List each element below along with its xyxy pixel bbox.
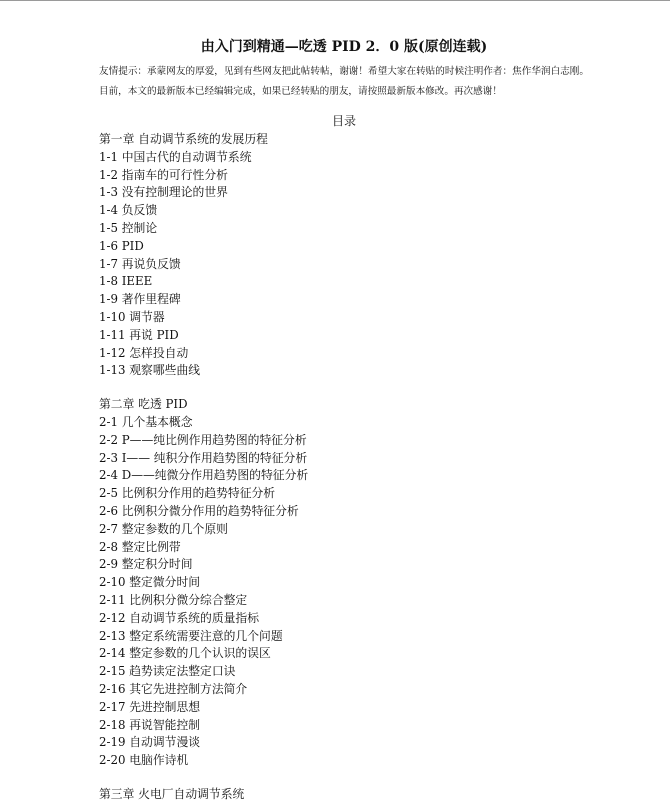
preface-paragraph: 友情提示：承蒙网友的厚爱，见到有些网友把此帖转帖，谢谢！希望大家在转贴的时候注明作者：焦作华润白志刚。目前，本文的最新版本已经编辑完成，如果已经转贴的朋友，请按照最新版本修改。再次感谢！: [99, 66, 589, 97]
toc-item: 2-3 I—— 纯积分作用趋势图的特征分析: [99, 450, 308, 465]
toc-item: 2-9 整定积分时间: [99, 557, 193, 572]
toc-item: 2-4 D——纯微分作用趋势图的特征分析: [99, 468, 309, 483]
toc-item: 2-7 整定参数的几个原则: [99, 521, 228, 536]
toc-chapter: [99, 131, 589, 380]
table-of-contents: [99, 131, 589, 804]
toc-item: 2-13 整定系统需要注意的几个问题: [99, 628, 283, 643]
toc-item: 1-5 控制论: [99, 220, 158, 235]
toc-chapter: [99, 396, 589, 770]
document-title: 由入门到精通—吃透 PID 2．0 版(原创连载): [200, 39, 488, 55]
toc-item: 1-11 再说 PID: [99, 327, 179, 342]
toc-item: 2-12 自动调节系统的质量指标: [99, 610, 260, 625]
toc-item-list: [99, 149, 589, 380]
toc-item: 1-3 没有控制理论的世界: [99, 185, 228, 200]
toc-item: 1-6 PID: [99, 238, 144, 253]
toc-item: 2-8 整定比例带: [99, 539, 181, 554]
toc-item: 2-18 再说智能控制: [99, 717, 201, 732]
toc-item: 2-20 电脑作诗机: [99, 753, 189, 768]
toc-item: 2-1 几个基本概念: [99, 414, 193, 429]
toc-item-list: [99, 414, 589, 770]
toc-item: 1-9 著作里程碑: [99, 292, 181, 307]
toc-item: 2-14 整定参数的几个认识的误区: [99, 646, 271, 661]
toc-item: 1-13 观察哪些曲线: [99, 363, 201, 378]
chapter-title: 第二章 吃透 PID: [99, 397, 188, 412]
toc-item: 1-1 中国古代的自动调节系统: [99, 149, 252, 164]
toc-heading: 目录: [331, 114, 356, 128]
toc-item: 1-10 调节器: [99, 309, 165, 324]
toc-item: 2-17 先进控制思想: [99, 699, 201, 714]
toc-chapter: [99, 786, 589, 804]
toc-item: 1-8 IEEE: [99, 274, 153, 289]
toc-item: 2-5 比例积分作用的趋势特征分析: [99, 486, 276, 501]
toc-item: 2-10 整定微分时间: [99, 575, 201, 590]
toc-item: 1-2 指南车的可行性分析: [99, 167, 228, 182]
chapter-title: 第一章 自动调节系统的发展历程: [99, 132, 268, 146]
toc-item: 2-16 其它先进控制方法简介: [99, 681, 248, 696]
toc-item: 1-12 怎样投自动: [99, 345, 189, 360]
toc-item: 2-19 自动调节漫谈: [99, 735, 201, 750]
toc-item: 2-15 趋势读定法整定口诀: [99, 664, 236, 679]
toc-item: 2-11 比例积分微分综合整定: [99, 592, 248, 607]
document-page: [99, 38, 589, 804]
toc-item: 1-7 再说负反馈: [99, 256, 181, 271]
toc-item: 2-2 P——纯比例作用趋势图的特征分析: [99, 432, 307, 447]
page-top-border: [0, 0, 670, 1]
chapter-title: 第三章 火电厂自动调节系统: [99, 786, 245, 801]
toc-item: 2-6 比例积分微分作用的趋势特征分析: [99, 503, 299, 518]
toc-item: 1-4 负反馈: [99, 203, 158, 218]
